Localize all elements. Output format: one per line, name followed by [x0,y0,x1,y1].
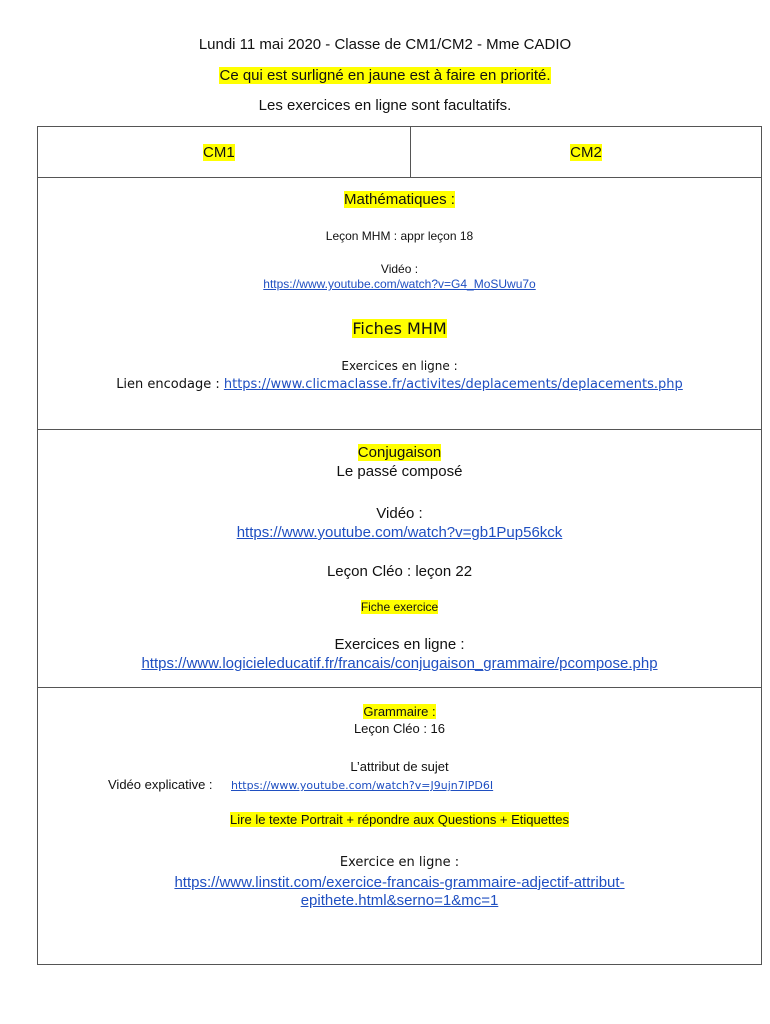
math-title: Mathématiques : [344,191,455,208]
conj-subtitle: Le passé composé [336,463,463,480]
conj-video-link[interactable]: https://www.youtube.com/watch?v=gb1Pup56kck [236,524,563,541]
conj-sheet: Fiche exercice [360,600,439,614]
gram-title: Grammaire : [363,704,436,719]
cm1-label: CM1 [203,144,235,161]
math-exercises-label: Exercices en ligne : [341,359,458,373]
conj-exercises-link[interactable]: https://www.logicieleducatif.fr/francais/conjugaison_grammaire/pcompose.php [141,655,658,672]
column-header-cm2 [410,127,762,177]
conj-video-line [38,524,761,541]
conj-exercises-label: Exercices en ligne : [334,636,465,653]
math-encoding-label: Lien encodage : [116,377,224,392]
conj-sheet-line [38,600,761,614]
gram-exercise-line-1 [38,874,761,891]
gram-title-line [38,704,761,719]
table-header-row [38,127,761,178]
math-sheets: Fiches MHM [352,319,447,338]
conj-title: Conjugaison [357,444,442,461]
conj-exercises-line [38,655,761,672]
priority-note-line [0,67,770,84]
column-header-cm1 [38,127,411,177]
math-title-line [38,191,761,208]
gram-task-line [38,812,761,827]
math-lesson: Leçon MHM : appr leçon 18 [325,229,474,243]
conjugation-section [38,430,761,688]
gram-video-label: Vidéo explicative : [108,777,213,792]
math-video-label: Vidéo : [380,262,419,276]
gram-exercise-link-part-1[interactable]: https://www.linstit.com/exercice-francais-grammaire-adjectif-attribut- [174,874,625,891]
gram-exercise-link-part-2[interactable]: epithete.html&serno=1&mc=1 [300,892,499,909]
math-encoding-line [38,377,761,392]
grammar-section [38,688,761,964]
priority-note: Ce qui est surligné en jaune est à faire en priorité. [219,67,551,84]
gram-exercise-label: Exercice en ligne : [339,855,460,870]
online-exercises-note: Les exercices en ligne sont facultatifs. [258,97,512,114]
gram-task: Lire le texte Portrait + répondre aux Questions + Etiquettes [230,812,569,827]
math-section [38,177,761,430]
gram-topic: L’attribut de sujet [350,759,449,774]
math-sheets-line [38,319,761,338]
date-class-teacher-line: Lundi 11 mai 2020 - Classe de CM1/CM2 - Mme CADIO [198,36,572,53]
math-video-link[interactable]: https://www.youtube.com/watch?v=G4_MoSUwu7o [263,277,536,291]
gram-lesson: Leçon Cléo : 16 [353,721,446,736]
gram-video-link[interactable]: https://www.youtube.com/watch?v=J9ujn7lPD6I [231,779,494,792]
conj-lesson: Leçon Cléo : leçon 22 [326,563,473,580]
conj-video-label: Vidéo : [376,505,423,522]
math-encoding-link[interactable]: https://www.clicmaclasse.fr/activites/deplacements/deplacements.php [223,377,683,392]
cm2-label: CM2 [570,144,602,161]
gram-video-line [108,776,728,794]
gram-exercise-line-2 [38,892,761,909]
homework-table [37,126,762,965]
conj-title-line [38,444,761,461]
math-video-line [38,277,761,291]
